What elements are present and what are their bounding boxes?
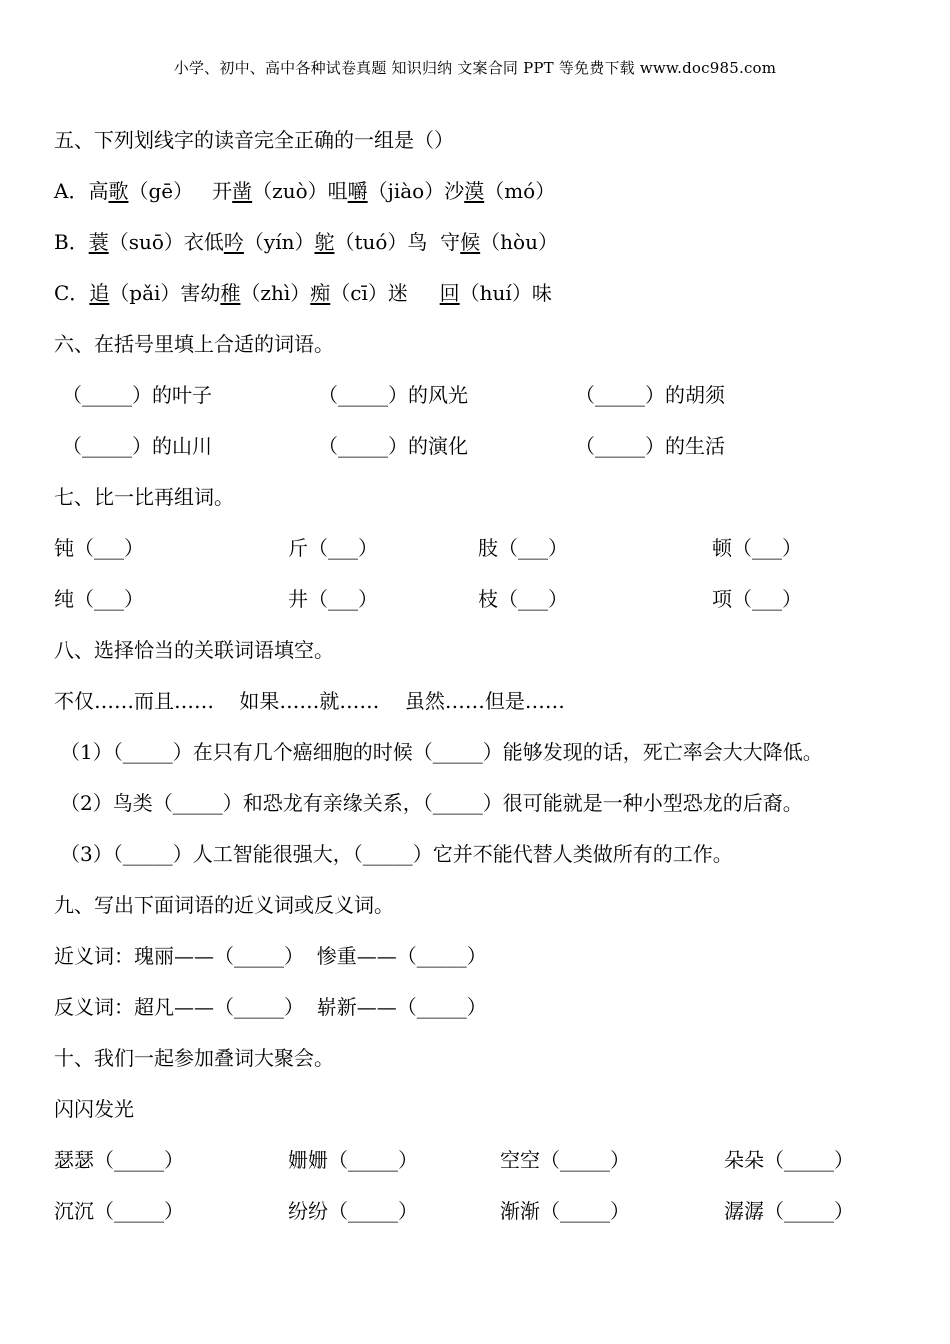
q5-title: 五、下列划线字的读音完全正确的一组是（） xyxy=(54,128,454,152)
q7-item: 斤（___） xyxy=(288,536,378,560)
text: （pǎi）害幼 xyxy=(109,281,221,305)
text: （gē） 开 xyxy=(128,179,233,203)
q6-blank-item: （_____）的风光 xyxy=(318,383,468,407)
q7-title: 七、比一比再组词。 xyxy=(54,485,234,509)
page-header: 小学、初中、高中各种试卷真题 知识归纳 文案合同 PPT 等免费下载 www.doc985.com xyxy=(173,59,777,77)
underlined-char: 嚼 xyxy=(347,179,368,203)
text: （huí）味 xyxy=(459,281,552,305)
underlined-char: 凿 xyxy=(232,179,253,203)
q6-blank-item: （_____）的叶子 xyxy=(62,383,212,407)
text: （zuò）咀 xyxy=(252,179,348,203)
text: （suō）衣低 xyxy=(108,230,224,254)
q9-title: 九、写出下面词语的近义词或反义词。 xyxy=(54,893,394,917)
text: 高 xyxy=(88,179,109,203)
q7-item: 枝（___） xyxy=(478,587,568,611)
q9-synonyms: 近义词：瑰丽——（_____） 惨重——（_____） xyxy=(54,944,487,968)
underlined-char: 稚 xyxy=(220,281,241,305)
q7-item: 纯（___） xyxy=(54,587,144,611)
q6-blank-item: （_____）的演化 xyxy=(318,434,468,458)
q10-item: 纷纷（_____） xyxy=(288,1199,418,1223)
q10-item: 朵朵（_____） xyxy=(724,1148,854,1172)
text: （cī）迷 xyxy=(330,281,440,305)
underlined-char: 吟 xyxy=(223,230,244,254)
underlined-char: 歌 xyxy=(108,179,129,203)
q7-item: 钝（___） xyxy=(54,536,144,560)
q8-sentence-1: （1）（_____）在只有几个癌细胞的时候（_____）能够发现的话，死亡率会大大降低。 xyxy=(60,740,823,764)
q10-item: 潺潺（_____） xyxy=(724,1199,854,1223)
option-label: C． xyxy=(54,281,90,305)
underlined-char: 漠 xyxy=(464,179,485,203)
q10-example: 闪闪发光 xyxy=(54,1097,134,1121)
q7-item: 顿（___） xyxy=(712,536,802,560)
underlined-char: 鸵 xyxy=(314,230,335,254)
q6-blank-item: （_____）的山川 xyxy=(62,434,212,458)
option-label: A． xyxy=(54,179,89,203)
text: （mó） xyxy=(484,179,556,203)
underlined-char: 候 xyxy=(460,230,481,254)
q9-antonyms: 反义词：超凡——（_____） 崭新——（_____） xyxy=(54,995,487,1019)
text: （zhì） xyxy=(240,281,311,305)
q10-item: 沉沉（_____） xyxy=(54,1199,184,1223)
q6-title: 六、在括号里填上合适的词语。 xyxy=(54,332,334,356)
q7-item: 项（___） xyxy=(712,587,802,611)
underlined-char: 追 xyxy=(89,281,110,305)
q10-item: 姗姗（_____） xyxy=(288,1148,418,1172)
q5-option-a xyxy=(54,179,555,203)
text: （jiào）沙 xyxy=(367,179,465,203)
underlined-char: 回 xyxy=(439,281,460,305)
q8-title: 八、选择恰当的关联词语填空。 xyxy=(54,638,334,662)
q5-option-c xyxy=(54,281,552,305)
q10-item: 渐渐（_____） xyxy=(500,1199,630,1223)
text: （yín） xyxy=(243,230,315,254)
q8-sentence-2: （2）鸟类（_____）和恐龙有亲缘关系，（_____）很可能就是一种小型恐龙的后裔。 xyxy=(60,791,803,815)
q8-sentence-3: （3）（_____）人工智能很强大，（_____）它并不能代替人类做所有的工作。 xyxy=(60,842,733,866)
q7-item: 井（___） xyxy=(288,587,378,611)
q8-options: 不仅……而且…… 如果……就…… 虽然……但是…… xyxy=(54,689,565,713)
q7-item: 肢（___） xyxy=(478,536,568,560)
text: （tuó）鸟 守 xyxy=(334,230,461,254)
underlined-char: 痴 xyxy=(310,281,331,305)
q6-blank-item: （_____）的胡须 xyxy=(575,383,725,407)
q6-blank-item: （_____）的生活 xyxy=(575,434,725,458)
text: （hòu） xyxy=(480,230,558,254)
underlined-char: 蓑 xyxy=(88,230,109,254)
q10-item: 空空（_____） xyxy=(500,1148,630,1172)
option-label: B． xyxy=(54,230,89,254)
q10-item: 瑟瑟（_____） xyxy=(54,1148,184,1172)
q10-title: 十、我们一起参加叠词大聚会。 xyxy=(54,1046,334,1070)
q5-option-b xyxy=(54,230,558,254)
